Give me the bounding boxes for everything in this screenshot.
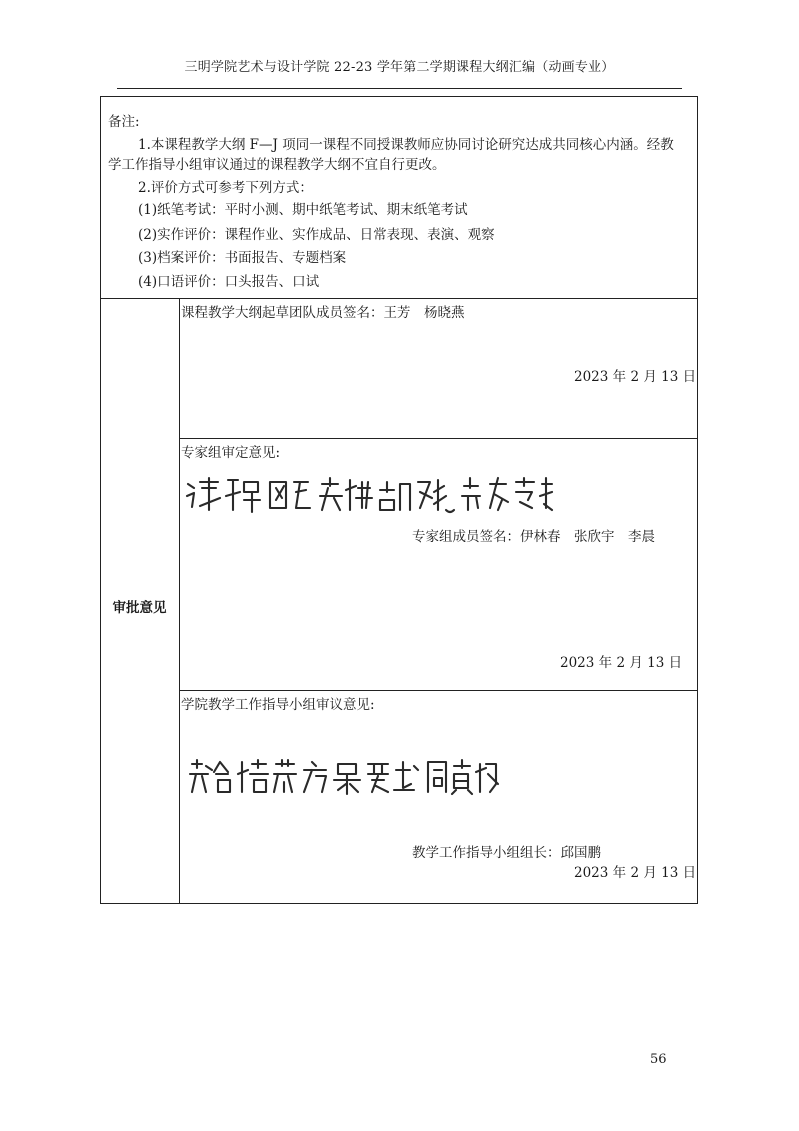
drafting-date: 2023 年 2 月 13 日 xyxy=(574,369,697,385)
drafting-team-signatures: 课程教学大纲起草团队成员签名：王芳 杨晓燕 xyxy=(181,305,465,321)
college-heading: 学院教学工作指导小组审议意见: xyxy=(181,697,375,713)
expert-handwritten-opinion xyxy=(184,474,554,522)
page-header-title: 三明学院艺术与设计学院 22-23 学年第二学期课程大纲汇编（动画专业） xyxy=(184,60,615,75)
expert-members-signatures: 专家组成员签名：伊林春 张欣宇 李晨 xyxy=(412,529,655,545)
notes-line-2: 学工作指导小组审议通过的课程教学大纲不宜自行更改。 xyxy=(108,157,446,173)
expert-heading: 专家组审定意见: xyxy=(181,445,281,461)
header-rule xyxy=(117,88,682,89)
drafting-bottom-rule xyxy=(179,438,698,439)
label-column-rule xyxy=(179,298,180,904)
notes-item-4: (4)口语评价：口头报告、口试 xyxy=(138,274,320,290)
expert-date: 2023 年 2 月 13 日 xyxy=(560,655,683,671)
notes-item-1: (1)纸笔考试：平时小测、期中纸笔考试、期末纸笔考试 xyxy=(138,202,468,218)
expert-bottom-rule xyxy=(179,690,698,691)
notes-line-3: 2.评价方式可参考下列方式： xyxy=(138,180,313,196)
notes-bottom-rule xyxy=(100,298,698,299)
notes-item-3: (3)档案评价：书面报告、专题档案 xyxy=(138,250,347,266)
college-handwritten-opinion xyxy=(188,756,508,804)
notes-heading: 备注: xyxy=(108,114,140,130)
notes-item-2: (2)实作评价：课程作业、实作成品、日常表现、表演、观察 xyxy=(138,227,495,243)
college-leader-signature: 教学工作指导小组组长：邱国鹏 xyxy=(412,845,601,861)
notes-line-1: 1.本课程教学大纲 F—J 项同一课程不同授课教师应协同讨论研究达成共同核心内涵。经教 xyxy=(138,137,674,153)
page-number: 56 xyxy=(650,1052,667,1067)
approval-label: 审批意见 xyxy=(112,600,167,616)
college-date: 2023 年 2 月 13 日 xyxy=(574,865,697,881)
